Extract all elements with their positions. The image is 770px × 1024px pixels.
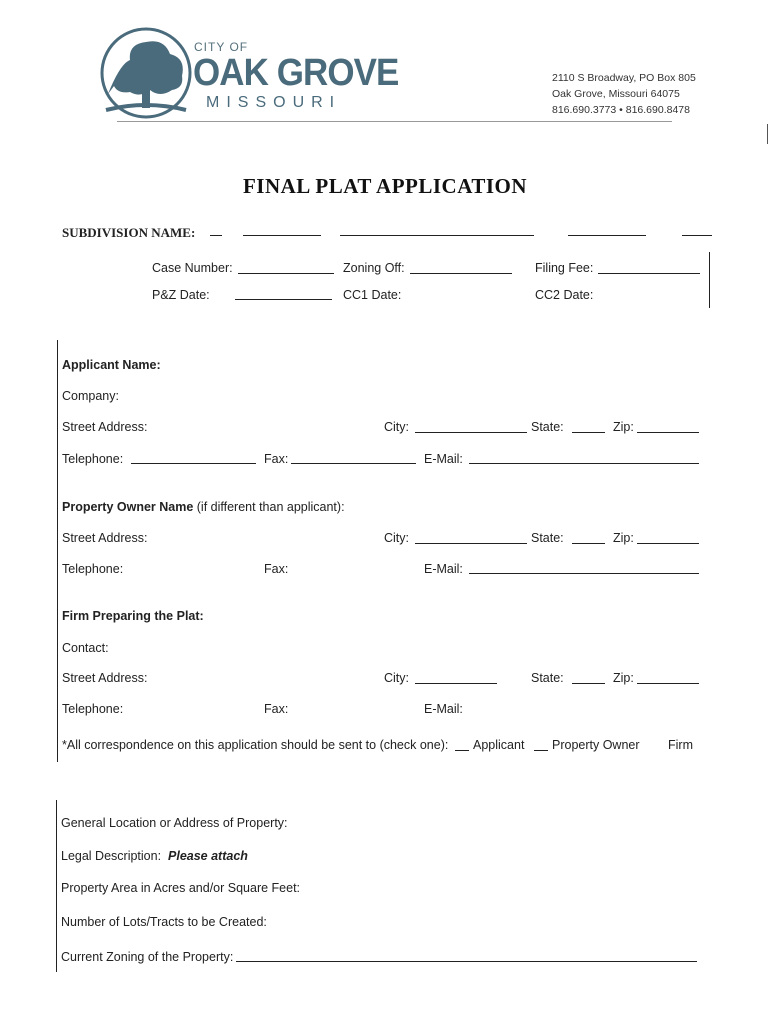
header-divider <box>117 121 672 122</box>
applicant-company-label: Company: <box>62 389 119 403</box>
firm-heading: Firm Preparing the Plat: <box>62 609 204 623</box>
property-area-label: Property Area in Acres and/or Square Feet: <box>61 881 301 895</box>
correspondence-text: *All correspondence on this application should be sent to (check one): <box>62 738 449 752</box>
case-number-label: Case Number: <box>152 261 233 275</box>
filing-fee-label: Filing Fee: <box>535 261 594 275</box>
firm-street-label: Street Address: <box>62 671 148 685</box>
zoning-off-label: Zoning Off: <box>343 261 405 275</box>
firm-email-label: E-Mail: <box>424 702 463 716</box>
correspondence-firm-label: Firm <box>668 738 693 752</box>
owner-state-label: State: <box>531 531 564 545</box>
page-title: FINAL PLAT APPLICATION <box>242 174 528 198</box>
applicant-state-label: State: <box>531 420 564 434</box>
firm-city-label: City: <box>384 671 409 685</box>
subdivision-label: SUBDIVISION NAME: <box>62 225 196 240</box>
address-line-1: 2110 S Broadway, PO Box 805 <box>552 72 696 84</box>
pz-date-label: P&Z Date: <box>152 288 210 302</box>
firm-zip-field[interactable] <box>637 683 699 684</box>
applicant-city-label: City: <box>384 420 409 434</box>
owner-fax-label: Fax: <box>264 562 289 576</box>
address-line-3: 816.690.3773 • 816.690.8478 <box>552 104 690 116</box>
filing-fee-field[interactable] <box>598 273 700 274</box>
owner-email-label: E-Mail: <box>424 562 463 576</box>
applicant-telephone-label: Telephone: <box>62 452 124 466</box>
applicant-section-border <box>57 340 58 762</box>
firm-telephone-label: Telephone: <box>62 702 124 716</box>
subdivision-field-5[interactable] <box>682 235 712 236</box>
correspondence-applicant-label: Applicant <box>473 738 525 752</box>
firm-state-label: State: <box>531 671 564 685</box>
subdivision-field-4[interactable] <box>568 235 646 236</box>
applicant-city-field[interactable] <box>415 432 527 433</box>
current-zoning-field[interactable] <box>236 961 697 962</box>
applicant-state-field[interactable] <box>572 432 605 433</box>
subdivision-field-3[interactable] <box>340 235 534 236</box>
firm-state-field[interactable] <box>572 683 605 684</box>
logo-city-name: OAK GROVE <box>193 52 399 94</box>
correspondence-owner-label: Property Owner <box>552 738 640 752</box>
legal-description-label: Legal Description: Please attach <box>61 849 248 863</box>
owner-zip-field[interactable] <box>637 543 699 544</box>
applicant-fax-label: Fax: <box>264 452 289 466</box>
owner-state-field[interactable] <box>572 543 605 544</box>
zoning-off-field[interactable] <box>410 273 512 274</box>
applicant-telephone-field[interactable] <box>131 463 256 464</box>
case-number-field[interactable] <box>238 273 334 274</box>
correspondence-owner-check[interactable] <box>534 750 548 751</box>
current-zoning-label: Current Zoning of the Property: <box>61 950 234 964</box>
applicant-zip-label: Zip: <box>613 420 634 434</box>
firm-zip-label: Zip: <box>613 671 634 685</box>
applicant-email-field[interactable] <box>469 463 699 464</box>
property-location-label: General Location or Address of Property: <box>61 816 288 830</box>
applicant-fax-field[interactable] <box>291 463 416 464</box>
subdivision-field-2[interactable] <box>243 235 321 236</box>
owner-zip-label: Zip: <box>613 531 634 545</box>
owner-email-field[interactable] <box>469 573 699 574</box>
owner-street-label: Street Address: <box>62 531 148 545</box>
address-line-2: Oak Grove, Missouri 64075 <box>552 88 680 100</box>
firm-contact-label: Contact: <box>62 641 109 655</box>
owner-city-label: City: <box>384 531 409 545</box>
applicant-name-label: Applicant Name: <box>62 358 161 372</box>
logo-state: MISSOURI <box>206 94 342 111</box>
cc2-date-label: CC2 Date: <box>535 288 594 302</box>
owner-telephone-label: Telephone: <box>62 562 124 576</box>
applicant-zip-field[interactable] <box>637 432 699 433</box>
oak-tree-icon <box>100 24 192 122</box>
owner-city-field[interactable] <box>415 543 527 544</box>
firm-city-field[interactable] <box>415 683 497 684</box>
applicant-email-label: E-Mail: <box>424 452 463 466</box>
logo-city-of: CITY OF <box>194 40 249 54</box>
correspondence-applicant-check[interactable] <box>455 750 469 751</box>
office-box-border <box>709 252 710 308</box>
lots-count-label: Number of Lots/Tracts to be Created: <box>61 915 267 929</box>
pz-date-field[interactable] <box>235 299 332 300</box>
applicant-street-label: Street Address: <box>62 420 148 434</box>
property-section-border <box>56 800 57 972</box>
subdivision-field[interactable] <box>210 235 222 236</box>
owner-name-label: Property Owner Name (if different than applicant): <box>62 500 345 514</box>
firm-fax-label: Fax: <box>264 702 289 716</box>
right-edge-mark <box>767 124 768 144</box>
cc1-date-label: CC1 Date: <box>343 288 402 302</box>
